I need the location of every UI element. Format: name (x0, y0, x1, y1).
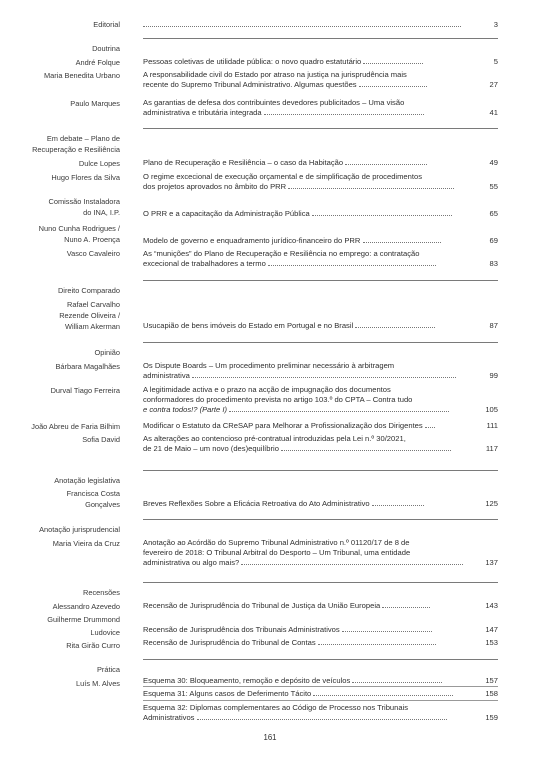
page-number: 41 (489, 108, 498, 117)
section-divider (143, 38, 498, 39)
entry-title-line: As “munições” do Plano de Recuperação e Resiliência no emprego: a contratação (143, 249, 420, 258)
entry-title-line: Recensão de Jurisprudência dos Tribunais Administrativos (143, 625, 340, 634)
page-number: 143 (485, 601, 498, 610)
entry-title-line: A responsabilidade civil do Estado por atraso na justiça na jurisprudência mais (143, 70, 407, 79)
entry-title-line: excecional de trabalhadores a termo (143, 259, 266, 268)
entry-title-line: Recensão de Jurisprudência do Tribunal de Contas (143, 638, 316, 647)
toc-entry[interactable] (143, 434, 467, 454)
entry-title-line: dos projetos aprovados no âmbito do PRR (143, 182, 287, 191)
dot-leader (312, 209, 452, 216)
section-divider (143, 470, 498, 471)
entry-title-line: administrativa (143, 371, 190, 380)
entry-title-line: administrativa e tributária integrada (143, 108, 262, 117)
entry-title-line: Esquema 31: Alguns casos de Deferimento Tácito (143, 689, 312, 698)
author-name: Hugo Flores da Silva (51, 173, 120, 182)
toc-entry[interactable] (143, 689, 467, 699)
author-name: Guilherme Drummond (47, 615, 120, 624)
section-heading-anotacao-legislativa: Anotação legislativa (54, 476, 120, 485)
toc-entry[interactable] (143, 703, 467, 723)
dot-leader (318, 638, 436, 645)
footer-page-number: 161 (263, 733, 277, 742)
page-number: 55 (489, 182, 498, 191)
dot-leader (143, 20, 461, 27)
toc-entry[interactable] (143, 676, 467, 686)
author-name: William Akerman (64, 322, 120, 331)
dot-leader (352, 676, 442, 683)
entry-title-line: e contra todos!? (Parte I) (143, 405, 227, 414)
dot-leader (313, 689, 453, 696)
author-name: Ludovice (90, 628, 120, 637)
entry-title-line: recente do Supremo Tribunal Administrativo. Algumas questões (143, 80, 357, 89)
author-name: Sofia David (82, 435, 120, 444)
author-name: Gonçalves (85, 500, 120, 509)
page-number: 87 (489, 321, 498, 330)
page-number: 83 (489, 259, 498, 268)
toc-entry[interactable] (143, 209, 467, 219)
dot-leader (342, 625, 432, 632)
author-name: Maria Vieira da Cruz (52, 539, 120, 548)
entry-title-line: Breves Reflexões Sobre a Eficácia Retroativa do Ato Administrativo (143, 499, 370, 508)
section-divider (143, 519, 498, 520)
page-number: 105 (485, 405, 498, 414)
page-number: 5 (493, 57, 498, 66)
dot-leader (359, 80, 427, 87)
page-number: 125 (485, 499, 498, 508)
entry-title-line: Administrativos (143, 713, 195, 722)
dot-leader (192, 371, 456, 378)
section-heading-pratica: Prática (96, 665, 120, 674)
section-divider (143, 659, 498, 660)
page-number: 49 (489, 158, 498, 167)
entry-title-line: Pessoas coletivas de utilidade pública: o novo quadro estatutário (143, 57, 362, 66)
page-number: 99 (489, 371, 498, 380)
entry-title-line: de 21 de Maio – um novo (des)equilíbrio (143, 444, 279, 453)
entry-title-line: Recensão de Jurisprudência do Tribunal de Justiça da União Europeia (143, 601, 381, 610)
dot-leader (355, 321, 435, 328)
section-divider (143, 582, 498, 583)
section-heading-em-debate-line2: Recuperação e Resiliência (32, 145, 120, 154)
section-heading-anotacao-jurisprudencial: Anotação jurisprudencial (39, 525, 120, 534)
page-number: 69 (489, 236, 498, 245)
page-number: 3 (493, 20, 498, 29)
entry-title-line: O PRR e a capacitação da Administração Pública (143, 209, 310, 218)
section-heading-editorial: Editorial (93, 20, 120, 29)
dot-leader (268, 259, 436, 266)
author-name: Bárbara Magalhães (55, 362, 120, 371)
dot-leader (197, 713, 447, 720)
entry-title-line: Esquema 30: Bloqueamento, remoção e depósito de veículos (143, 676, 351, 685)
row-divider (143, 686, 498, 687)
dot-leader (372, 499, 424, 506)
page-number: 159 (485, 713, 498, 722)
author-name: Dulce Lopes (78, 159, 120, 168)
section-heading-em-debate: Em debate – Plano de (46, 134, 120, 143)
dot-leader (281, 444, 451, 451)
toc-entry[interactable] (143, 70, 467, 90)
entry-title-line: Modificar o Estatuto da CReSAP para Melhorar a Profissionalização dos Dirigentes (143, 421, 423, 430)
author-name: Rezende Oliveira / (59, 311, 120, 320)
toc-entry[interactable] (143, 499, 467, 509)
entry-title-line: As garantias de defesa dos contribuintes devedores publicitados – Uma visão (143, 98, 405, 107)
entry-title-line: conformadores do procedimento prevista no artigo 103.º do CPTA – Contra tudo (143, 395, 413, 404)
toc-entry[interactable] (143, 421, 467, 431)
entry-title-line: Modelo de governo e enquadramento jurídico-financeiro do PRR (143, 236, 361, 245)
author-name: Nuno A. Proença (64, 235, 120, 244)
page-number: 158 (485, 689, 498, 698)
toc-entry[interactable] (143, 20, 467, 30)
page-number: 117 (485, 444, 498, 453)
dot-leader (363, 57, 423, 64)
dot-leader (229, 405, 449, 412)
toc-entry[interactable] (143, 249, 467, 269)
author-name: João Abreu de Faria Bilhim (31, 422, 120, 431)
author-name: Maria Benedita Urbano (43, 71, 120, 80)
dot-leader (382, 601, 430, 608)
toc-entry[interactable] (143, 236, 467, 246)
entry-title-line: Anotação ao Acórdão do Supremo Tribunal Administrativo n.º 01120/17 de 8 de (143, 538, 410, 547)
page-number: 157 (485, 676, 498, 685)
dot-leader (241, 558, 463, 565)
toc-entry[interactable] (143, 538, 467, 568)
toc-entry[interactable] (143, 385, 467, 415)
author-name: Rafael Carvalho (67, 300, 120, 309)
section-heading-recensoes: Recensões (83, 588, 120, 597)
section-divider (143, 280, 498, 281)
entry-title-line: fevereiro de 2018: O Tribunal Arbitral do Desporto – Um Tribunal, uma entidade (143, 548, 411, 557)
author-name: Alessandro Azevedo (52, 602, 120, 611)
toc-entry[interactable] (143, 158, 467, 168)
section-heading-opiniao: Opinião (94, 348, 120, 357)
dot-leader (264, 108, 424, 115)
entry-title-line: administrativa ou algo mais? (143, 558, 240, 567)
section-heading-direito-comparado: Direito Comparado (57, 286, 120, 295)
entry-title-line: Esquema 32: Diplomas complementares ao Código de Processo nos Tribunais (143, 703, 409, 712)
entry-title-line: A legitimidade activa e o prazo na acção de impugnação dos documentos (143, 385, 391, 394)
section-divider (143, 342, 498, 343)
page-number: 27 (489, 80, 498, 89)
author-name: Paulo Marques (70, 99, 120, 108)
page-number: 111 (486, 421, 498, 430)
author-name: André Folque (75, 58, 120, 67)
toc-entry[interactable] (143, 321, 467, 331)
author-name: Nuno Cunha Rodrigues / (38, 224, 120, 233)
toc-entry[interactable] (143, 361, 467, 381)
author-name: Rita Girão Curro (66, 641, 120, 650)
entry-title-line: Usucapião de bens imóveis do Estado em Portugal e no Brasil (143, 321, 354, 330)
toc-entry[interactable] (143, 98, 467, 118)
author-name: do INA, I.P. (83, 208, 120, 217)
author-name: Comissão Instaladora (48, 197, 120, 206)
page-number: 137 (485, 558, 498, 567)
author-name: Francisca Costa (66, 489, 120, 498)
dot-leader (288, 182, 454, 189)
entry-title-line: Os Dispute Boards – Um procedimento preliminar necessário à arbitragem (143, 361, 395, 370)
entry-title-line: O regime excecional de execução orçamental e de simplificação de procedimentos (143, 172, 423, 181)
author-name: Vasco Cavaleiro (66, 249, 120, 258)
section-heading-doutrina: Doutrina (92, 44, 120, 53)
entry-title-line: As alterações ao contencioso pré-contratual introduzidas pela Lei n.º 30/2021, (143, 434, 406, 443)
author-name: Durval Tiago Ferreira (50, 386, 120, 395)
page-number: 65 (489, 209, 498, 218)
author-name: Luís M. Alves (76, 679, 120, 688)
toc-entry[interactable] (143, 172, 467, 192)
toc-entry[interactable] (143, 57, 467, 67)
dot-leader (363, 236, 441, 243)
section-divider (143, 128, 498, 129)
toc-entry[interactable] (143, 625, 467, 635)
toc-entry[interactable] (143, 638, 467, 648)
page-number: 147 (485, 625, 498, 634)
dot-leader (345, 158, 427, 165)
dot-leader (425, 421, 435, 428)
page-number: 153 (485, 638, 498, 647)
row-divider (143, 700, 498, 701)
toc-entry[interactable] (143, 601, 467, 611)
entry-title-line: Plano de Recuperação e Resiliência – o caso da Habitação (143, 158, 344, 167)
